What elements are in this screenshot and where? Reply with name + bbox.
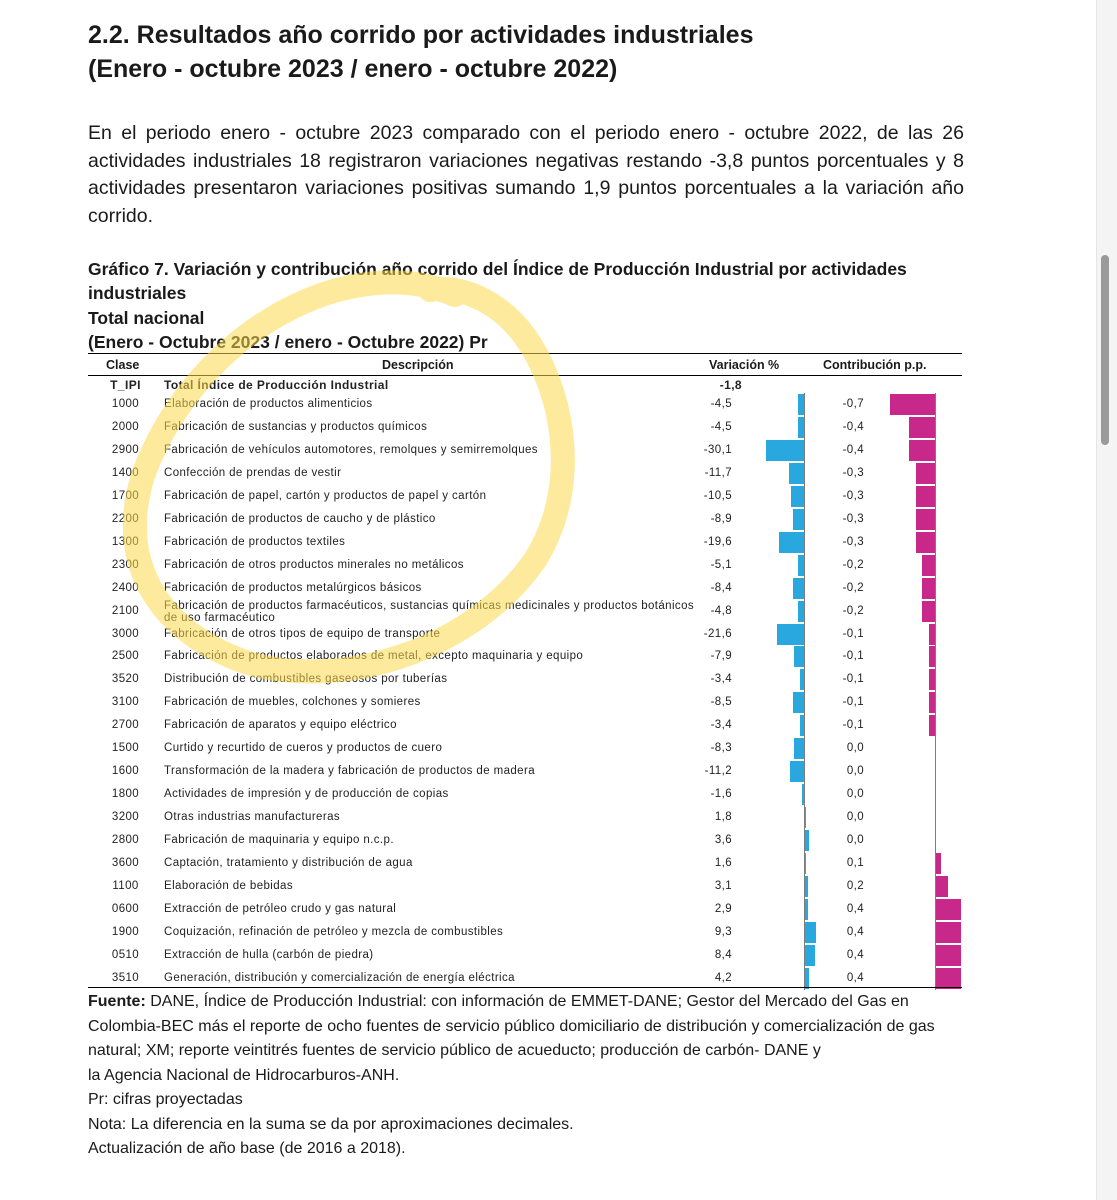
row-clase: 3100 [111,696,140,709]
row-variacion: -3,4 [710,673,732,686]
header-variacion: Variación % [709,358,780,372]
row-descripcion: Fabricación de otros tipos de equipo de transporte [164,627,441,640]
row-descripcion: Elaboración de productos alimenticios [164,398,373,410]
row-clase: 2700 [111,719,140,732]
row-clase: 2400 [111,581,140,594]
row-clase: 2800 [111,834,140,847]
table-row [88,485,962,508]
source-label: Fuente: [88,993,146,1010]
row-clase: 3600 [111,857,140,869]
row-clase: 2300 [111,558,140,571]
section-title [88,18,753,86]
header-descripcion: Descripción [382,358,454,372]
variation-axis [804,393,805,990]
row-clase: 3200 [111,811,140,824]
table-row [88,875,962,898]
variation-bar [779,532,804,553]
row-contribucion: -0,2 [842,604,864,617]
row-variacion: -8,5 [710,696,732,709]
row-variacion: -11,2 [704,765,732,778]
table-row [88,645,962,668]
row-variacion: 1,8 [714,811,732,824]
table-row [88,393,962,416]
row-variacion: 3,1 [714,879,732,892]
table-row [88,577,962,600]
row-variacion: -5,1 [710,558,732,571]
header-contribucion: Contribución p.p. [823,358,927,372]
row-contribucion: 0,0 [846,834,864,847]
row-clase: 3520 [111,673,140,686]
row-variacion: -8,4 [710,581,732,594]
row-clase: 2200 [111,512,140,525]
row-contribucion: -0,7 [842,398,864,410]
figure-subtitle: Total nacional [88,308,205,328]
row-descripcion: Fabricación de productos farmacéuticos, sustancias químicas medicinales y productos botánicos de uso farmacéutico [164,599,695,624]
row-descripcion: Otras industrias manufactureras [164,811,341,824]
row-contribucion: 0,4 [846,948,864,961]
table-top-rule [88,353,962,354]
row-descripcion: Fabricación de aparatos y equipo eléctrico [164,719,397,732]
source-notes [88,990,968,1162]
row-descripcion: Generación, distribución y comercialización de energía eléctrica [164,971,515,984]
row-variacion: -21,6 [703,627,732,640]
contribution-bar [922,601,935,622]
section-title-line1: 2.2. Resultados año corrido por actividades industriales [88,21,754,49]
total-variacion: -1,8 [719,378,742,392]
variation-bar [789,463,804,484]
row-contribucion: -0,1 [842,696,864,709]
variation-bar [793,509,804,530]
row-descripcion: Fabricación de sustancias y productos químicos [164,420,428,433]
row-descripcion: Distribución de combustibles gaseosos por tuberías [164,673,448,686]
summary-paragraph: En el periodo enero - octubre 2023 comparado con el periodo enero - octubre 2022, de las 26 actividades industriales 18 registraron variaciones negativas restando -3,8 puntos porcentuales y 8 actividades presentaron variaciones positivas sumando 1,9 puntos porcentuales a la variación año corrido. [88,122,964,227]
rounding-note: Nota: La diferencia en la suma se da por aproximaciones decimales. [88,1115,574,1133]
row-clase: 1900 [111,925,140,938]
row-contribucion: -0,2 [842,558,864,571]
row-contribucion: 0,4 [846,925,864,938]
base-year-note: Actualización de año base (de 2016 a 2018). [88,1140,406,1157]
row-descripcion: Coquización, refinación de petróleo y mezcla de combustibles [164,925,504,938]
row-descripcion: Fabricación de productos de caucho y de plástico [164,512,436,525]
contribution-bar [890,394,935,415]
contribution-axis [935,393,936,990]
contribution-bar [916,486,935,507]
table-row [88,921,962,944]
projected-note: Pr: cifras proyectadas [88,1091,243,1108]
row-contribucion: 0,4 [846,971,864,984]
contribution-bar [935,922,961,943]
row-variacion: 9,3 [714,925,732,938]
row-descripcion: Extracción de hulla (carbón de piedra) [164,948,374,961]
table-row [88,623,962,646]
row-contribucion: -0,4 [842,420,864,433]
total-row [88,376,962,394]
row-descripcion: Fabricación de productos textiles [164,535,346,548]
row-variacion: -8,9 [710,512,732,525]
row-variacion: -1,6 [710,788,732,801]
variation-bar [793,578,804,599]
row-clase: 0600 [111,902,140,915]
row-descripcion: Fabricación de productos metalúrgicos básicos [164,581,422,594]
row-descripcion: Fabricación de muebles, colchones y somieres [164,696,421,709]
table-row [88,760,962,783]
section-title-line2: (Enero - octubre 2023 / enero - octubre 2022) [88,55,618,83]
row-descripcion: Confección de prendas de vestir [164,466,342,479]
contribution-bar [916,463,935,484]
table-row [88,554,962,577]
contribution-bar [909,417,935,438]
row-clase: 2100 [111,604,140,617]
row-variacion: -7,9 [710,650,732,663]
header-clase: Clase [106,358,140,372]
contribution-bar [935,968,961,989]
contribution-bar [935,945,961,966]
row-clase: 0510 [111,948,140,961]
variation-bar [791,486,804,507]
table-row [88,806,962,829]
row-descripcion: Captación, tratamiento y distribución de agua [164,857,413,869]
row-contribucion: -0,4 [842,443,864,456]
table-row [88,439,962,462]
row-variacion: 8,4 [714,948,732,961]
row-clase: 2000 [111,420,140,433]
row-clase: 1300 [111,535,140,548]
figure-caption: Gráfico 7. Variación y contribución año corrido del Índice de Producción Industrial por actividades industriales [88,259,907,303]
row-variacion: -8,3 [710,742,732,755]
row-descripcion: Elaboración de bebidas [164,879,293,892]
row-contribucion: -0,1 [842,719,864,732]
contribution-bar [916,509,935,530]
row-contribucion: -0,1 [842,673,864,686]
row-descripcion: Transformación de la madera y fabricación de productos de madera [164,765,535,778]
table-row [88,508,962,531]
row-clase: 1600 [111,765,140,778]
source-note [88,990,968,1064]
row-variacion: 4,2 [714,971,732,984]
contribution-bar [935,876,948,897]
row-descripcion: Actividades de impresión y de producción de copias [164,788,449,801]
contribution-bar [909,440,935,461]
row-contribucion: 0,2 [846,879,864,892]
variation-bar [766,440,804,461]
variation-bar [777,624,804,645]
row-clase: 1800 [111,788,140,801]
scrollbar-track[interactable] [1096,0,1117,1200]
table-row [88,600,962,623]
table-row [88,462,962,485]
scrollbar-thumb[interactable] [1101,255,1109,445]
contribution-bar [935,899,961,920]
row-clase: 3510 [111,971,140,984]
row-variacion: -4,5 [710,420,732,433]
row-variacion: -19,6 [703,535,732,548]
variation-bar [793,692,804,713]
table-row [88,852,962,875]
figure-period: (Enero - Octubre 2023 / enero - Octubre 2022) Pr [88,332,488,352]
row-contribucion: -0,1 [842,650,864,663]
row-clase: 1700 [111,489,140,502]
variation-bar [804,922,816,943]
row-variacion: 3,6 [714,834,732,847]
row-variacion: -3,4 [710,719,732,732]
row-descripcion: Extracción de petróleo crudo y gas natural [164,902,397,915]
row-contribucion: 0,1 [846,857,864,869]
row-contribucion: 0,0 [846,742,864,755]
row-variacion: -10,5 [703,489,732,502]
row-contribucion: 0,0 [846,811,864,824]
variation-bar [794,738,804,759]
row-descripcion: Fabricación de productos elaborados de metal, excepto maquinaria y equipo [164,650,584,663]
row-clase: 1100 [112,879,139,892]
row-contribucion: -0,3 [842,489,864,502]
contribution-bar [922,555,935,576]
table-row [88,416,962,439]
table-row [88,898,962,921]
row-clase: 1500 [111,742,140,755]
table-row [88,737,962,760]
row-contribucion: 0,0 [846,788,864,801]
source-note-continued: la Agencia Nacional de Hidrocarburos-ANH. [88,1066,400,1084]
row-contribucion: 0,4 [846,902,864,915]
row-descripcion: Fabricación de maquinaria y equipo n.c.p. [164,834,394,847]
row-descripcion: Curtido y recurtido de cueros y productos de cuero [164,742,443,755]
row-descripcion: Fabricación de vehículos automotores, remolques y semirremolques [164,443,538,456]
row-contribucion: -0,2 [842,581,864,594]
row-contribucion: -0,1 [842,627,864,640]
table-row [88,531,962,554]
row-variacion: -4,5 [710,398,732,410]
table-row [88,691,962,714]
row-variacion: 2,9 [714,902,732,915]
table-row [88,944,962,967]
row-variacion: 1,6 [714,857,732,869]
row-variacion: -30,1 [703,443,732,456]
table-row [88,829,962,852]
row-variacion: -4,8 [710,604,732,617]
total-clase: T_IPI [110,378,141,392]
row-contribucion: -0,3 [842,466,864,479]
row-contribucion: -0,3 [842,512,864,525]
row-clase: 3000 [111,627,140,640]
variation-bar [794,646,804,667]
row-variacion: -11,7 [704,466,732,479]
contribution-bar [916,532,935,553]
table-row [88,668,962,691]
contribution-bar [922,578,935,599]
table-row [88,783,962,806]
table-bottom-rule [88,987,962,988]
row-contribucion: -0,3 [842,535,864,548]
table-row [88,714,962,737]
variation-bar [804,945,815,966]
source-text: DANE, Índice de Producción Industrial: con información de EMMET-DANE; Gestor del Mercado del Gas en Colombia-BEC más el reporte de ocho fuentes de servicio público domiciliario de distribución y comercialización de gas natural; XM; reporte veintitrés fuentes de servicio público de acueducto; producción de carbón- DANE y [88,993,935,1059]
row-descripcion: Fabricación de otros productos minerales no metálicos [164,558,464,571]
total-descripcion: Total Índice de Producción Industrial [164,378,389,392]
row-descripcion: Fabricación de papel, cartón y productos de papel y cartón [164,489,487,502]
variation-bar [790,761,804,782]
row-clase: 1400 [111,466,140,479]
row-contribucion: 0,0 [846,765,864,778]
row-clase: 1000 [111,398,140,410]
row-clase: 2500 [111,650,140,663]
row-clase: 2900 [111,443,140,456]
